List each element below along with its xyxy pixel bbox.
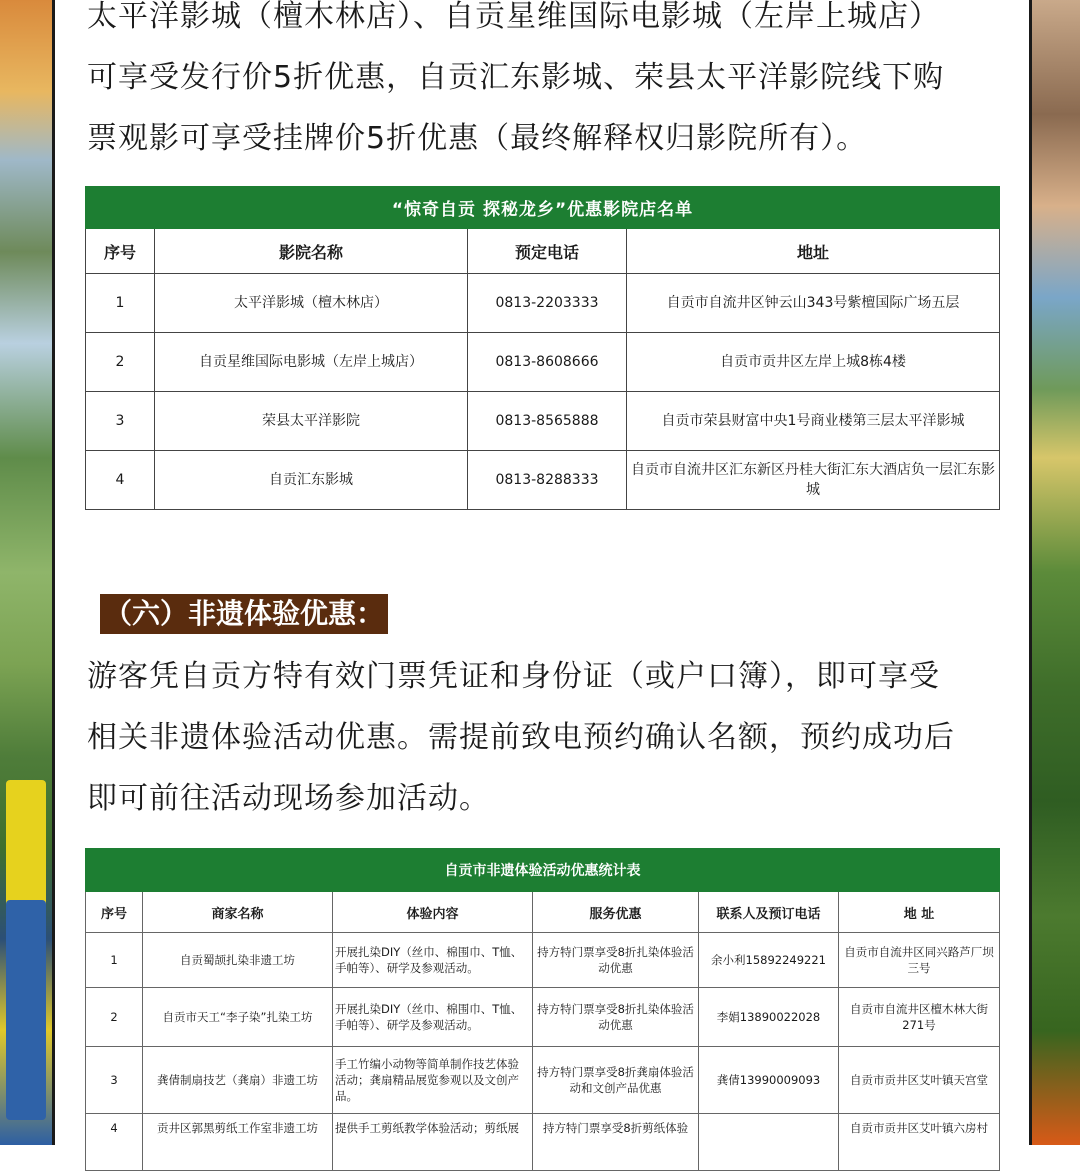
experience-content: 开展扎染DIY（丝巾、棉围巾、T恤、手帕等）、研学及参观活动。 bbox=[333, 988, 533, 1047]
column-header: 服务优惠 bbox=[533, 892, 699, 933]
row-number: 2 bbox=[86, 988, 143, 1047]
table-row bbox=[86, 1047, 1000, 1114]
intro-paragraph bbox=[87, 0, 999, 169]
table-row bbox=[86, 392, 1000, 451]
cinema-phone: 0813-8608666 bbox=[468, 333, 627, 392]
cinema-phone: 0813-8288333 bbox=[468, 451, 627, 510]
cinema-discount-table bbox=[85, 186, 1000, 510]
column-header: 联系人及预订电话 bbox=[699, 892, 839, 933]
cinema-name: 太平洋影城（檀木林店） bbox=[155, 274, 468, 333]
section-line: 相关非遗体验活动优惠。需提前致电预约确认名额，预约成功后 bbox=[87, 720, 955, 755]
left-banner-yellow bbox=[6, 780, 46, 920]
row-number: 4 bbox=[86, 451, 155, 510]
service-discount: 持方特门票享受8折剪纸体验 bbox=[533, 1114, 699, 1171]
column-header: 地 址 bbox=[839, 892, 1000, 933]
cinema-phone: 0813-2203333 bbox=[468, 274, 627, 333]
section-paragraph bbox=[87, 646, 999, 829]
row-number: 1 bbox=[86, 933, 143, 988]
cinema-table-title: “惊奇自贡 探秘龙乡”优惠影院店名单 bbox=[86, 187, 1000, 229]
contact-phone: 龚倩13990009093 bbox=[699, 1047, 839, 1114]
cinema-name: 荣县太平洋影院 bbox=[155, 392, 468, 451]
left-photo-strip bbox=[0, 0, 52, 1145]
table-row bbox=[86, 333, 1000, 392]
section-line: 游客凭自贡方特有效门票凭证和身份证（或户口簿），即可享受 bbox=[87, 659, 940, 694]
table-row bbox=[86, 1114, 1000, 1171]
merchant-address: 自贡市贡井区艾叶镇天宫堂 bbox=[839, 1047, 1000, 1114]
cinema-address: 自贡市自流井区钟云山343号紫檀国际广场五层 bbox=[627, 274, 1000, 333]
frame-border-right bbox=[1029, 0, 1032, 1145]
right-photo-strip bbox=[1032, 0, 1080, 1145]
table-row bbox=[86, 933, 1000, 988]
section-line: 即可前往活动现场参加活动。 bbox=[87, 781, 490, 816]
table-row bbox=[86, 451, 1000, 510]
cinema-phone: 0813-8565888 bbox=[468, 392, 627, 451]
article-content bbox=[55, 0, 1029, 1145]
column-header: 预定电话 bbox=[468, 229, 627, 274]
merchant-address: 自贡市贡井区艾叶镇六房村 bbox=[839, 1114, 1000, 1171]
contact-phone: 余小利15892249221 bbox=[699, 933, 839, 988]
column-header: 体验内容 bbox=[333, 892, 533, 933]
row-number: 3 bbox=[86, 392, 155, 451]
experience-content: 开展扎染DIY（丝巾、棉围巾、T恤、手帕等）、研学及参观活动。 bbox=[333, 933, 533, 988]
merchant-name: 自贡市天工“李子染”扎染工坊 bbox=[143, 988, 333, 1047]
column-header: 序号 bbox=[86, 892, 143, 933]
intro-line: 票观影可享受挂牌价5折优惠（最终解释权归影院所有）。 bbox=[87, 121, 868, 156]
row-number: 4 bbox=[86, 1114, 143, 1171]
service-discount: 持方特门票享受8折龚扇体验活动和文创产品优惠 bbox=[533, 1047, 699, 1114]
merchant-name: 龚倩制扇技艺（龚扇）非遗工坊 bbox=[143, 1047, 333, 1114]
row-number: 2 bbox=[86, 333, 155, 392]
row-number: 3 bbox=[86, 1047, 143, 1114]
column-header: 影院名称 bbox=[155, 229, 468, 274]
row-number: 1 bbox=[86, 274, 155, 333]
merchant-name: 自贡蜀颉扎染非遗工坊 bbox=[143, 933, 333, 988]
cinema-address: 自贡市贡井区左岸上城8栋4楼 bbox=[627, 333, 1000, 392]
intro-line: 可享受发行价5折优惠，自贡汇东影城、荣县太平洋影院线下购 bbox=[87, 60, 945, 95]
service-discount: 持方特门票享受8折扎染体验活动优惠 bbox=[533, 988, 699, 1047]
left-banner-blue bbox=[6, 900, 46, 1120]
intro-line: 太平洋影城（檀木林店）、自贡星维国际电影城（左岸上城店） bbox=[87, 0, 940, 34]
service-discount: 持方特门票享受8折扎染体验活动优惠 bbox=[533, 933, 699, 988]
column-header: 地址 bbox=[627, 229, 1000, 274]
cinema-name: 自贡汇东影城 bbox=[155, 451, 468, 510]
experience-content: 手工竹编小动物等简单制作技艺体验活动；龚扇精品展览参观以及文创产品。 bbox=[333, 1047, 533, 1114]
heritage-discount-table bbox=[85, 848, 1000, 1171]
table-row bbox=[86, 274, 1000, 333]
column-header: 商家名称 bbox=[143, 892, 333, 933]
cinema-name: 自贡星维国际电影城（左岸上城店） bbox=[155, 333, 468, 392]
contact-phone: 李娟13890022028 bbox=[699, 988, 839, 1047]
table-row bbox=[86, 988, 1000, 1047]
experience-content: 提供手工剪纸教学体验活动；剪纸展 bbox=[333, 1114, 533, 1171]
section-heading: （六）非遗体验优惠： bbox=[100, 594, 388, 634]
merchant-name: 贡井区郭黑剪纸工作室非遗工坊 bbox=[143, 1114, 333, 1171]
merchant-address: 自贡市自流井区同兴路芦厂坝三号 bbox=[839, 933, 1000, 988]
contact-phone bbox=[699, 1114, 839, 1171]
column-header: 序号 bbox=[86, 229, 155, 274]
cinema-address: 自贡市自流井区汇东新区丹桂大街汇东大酒店负一层汇东影城 bbox=[627, 451, 1000, 510]
heritage-table-title: 自贡市非遗体验活动优惠统计表 bbox=[86, 849, 1000, 892]
cinema-address: 自贡市荣县财富中央1号商业楼第三层太平洋影城 bbox=[627, 392, 1000, 451]
merchant-address: 自贡市自流井区檀木林大街271号 bbox=[839, 988, 1000, 1047]
